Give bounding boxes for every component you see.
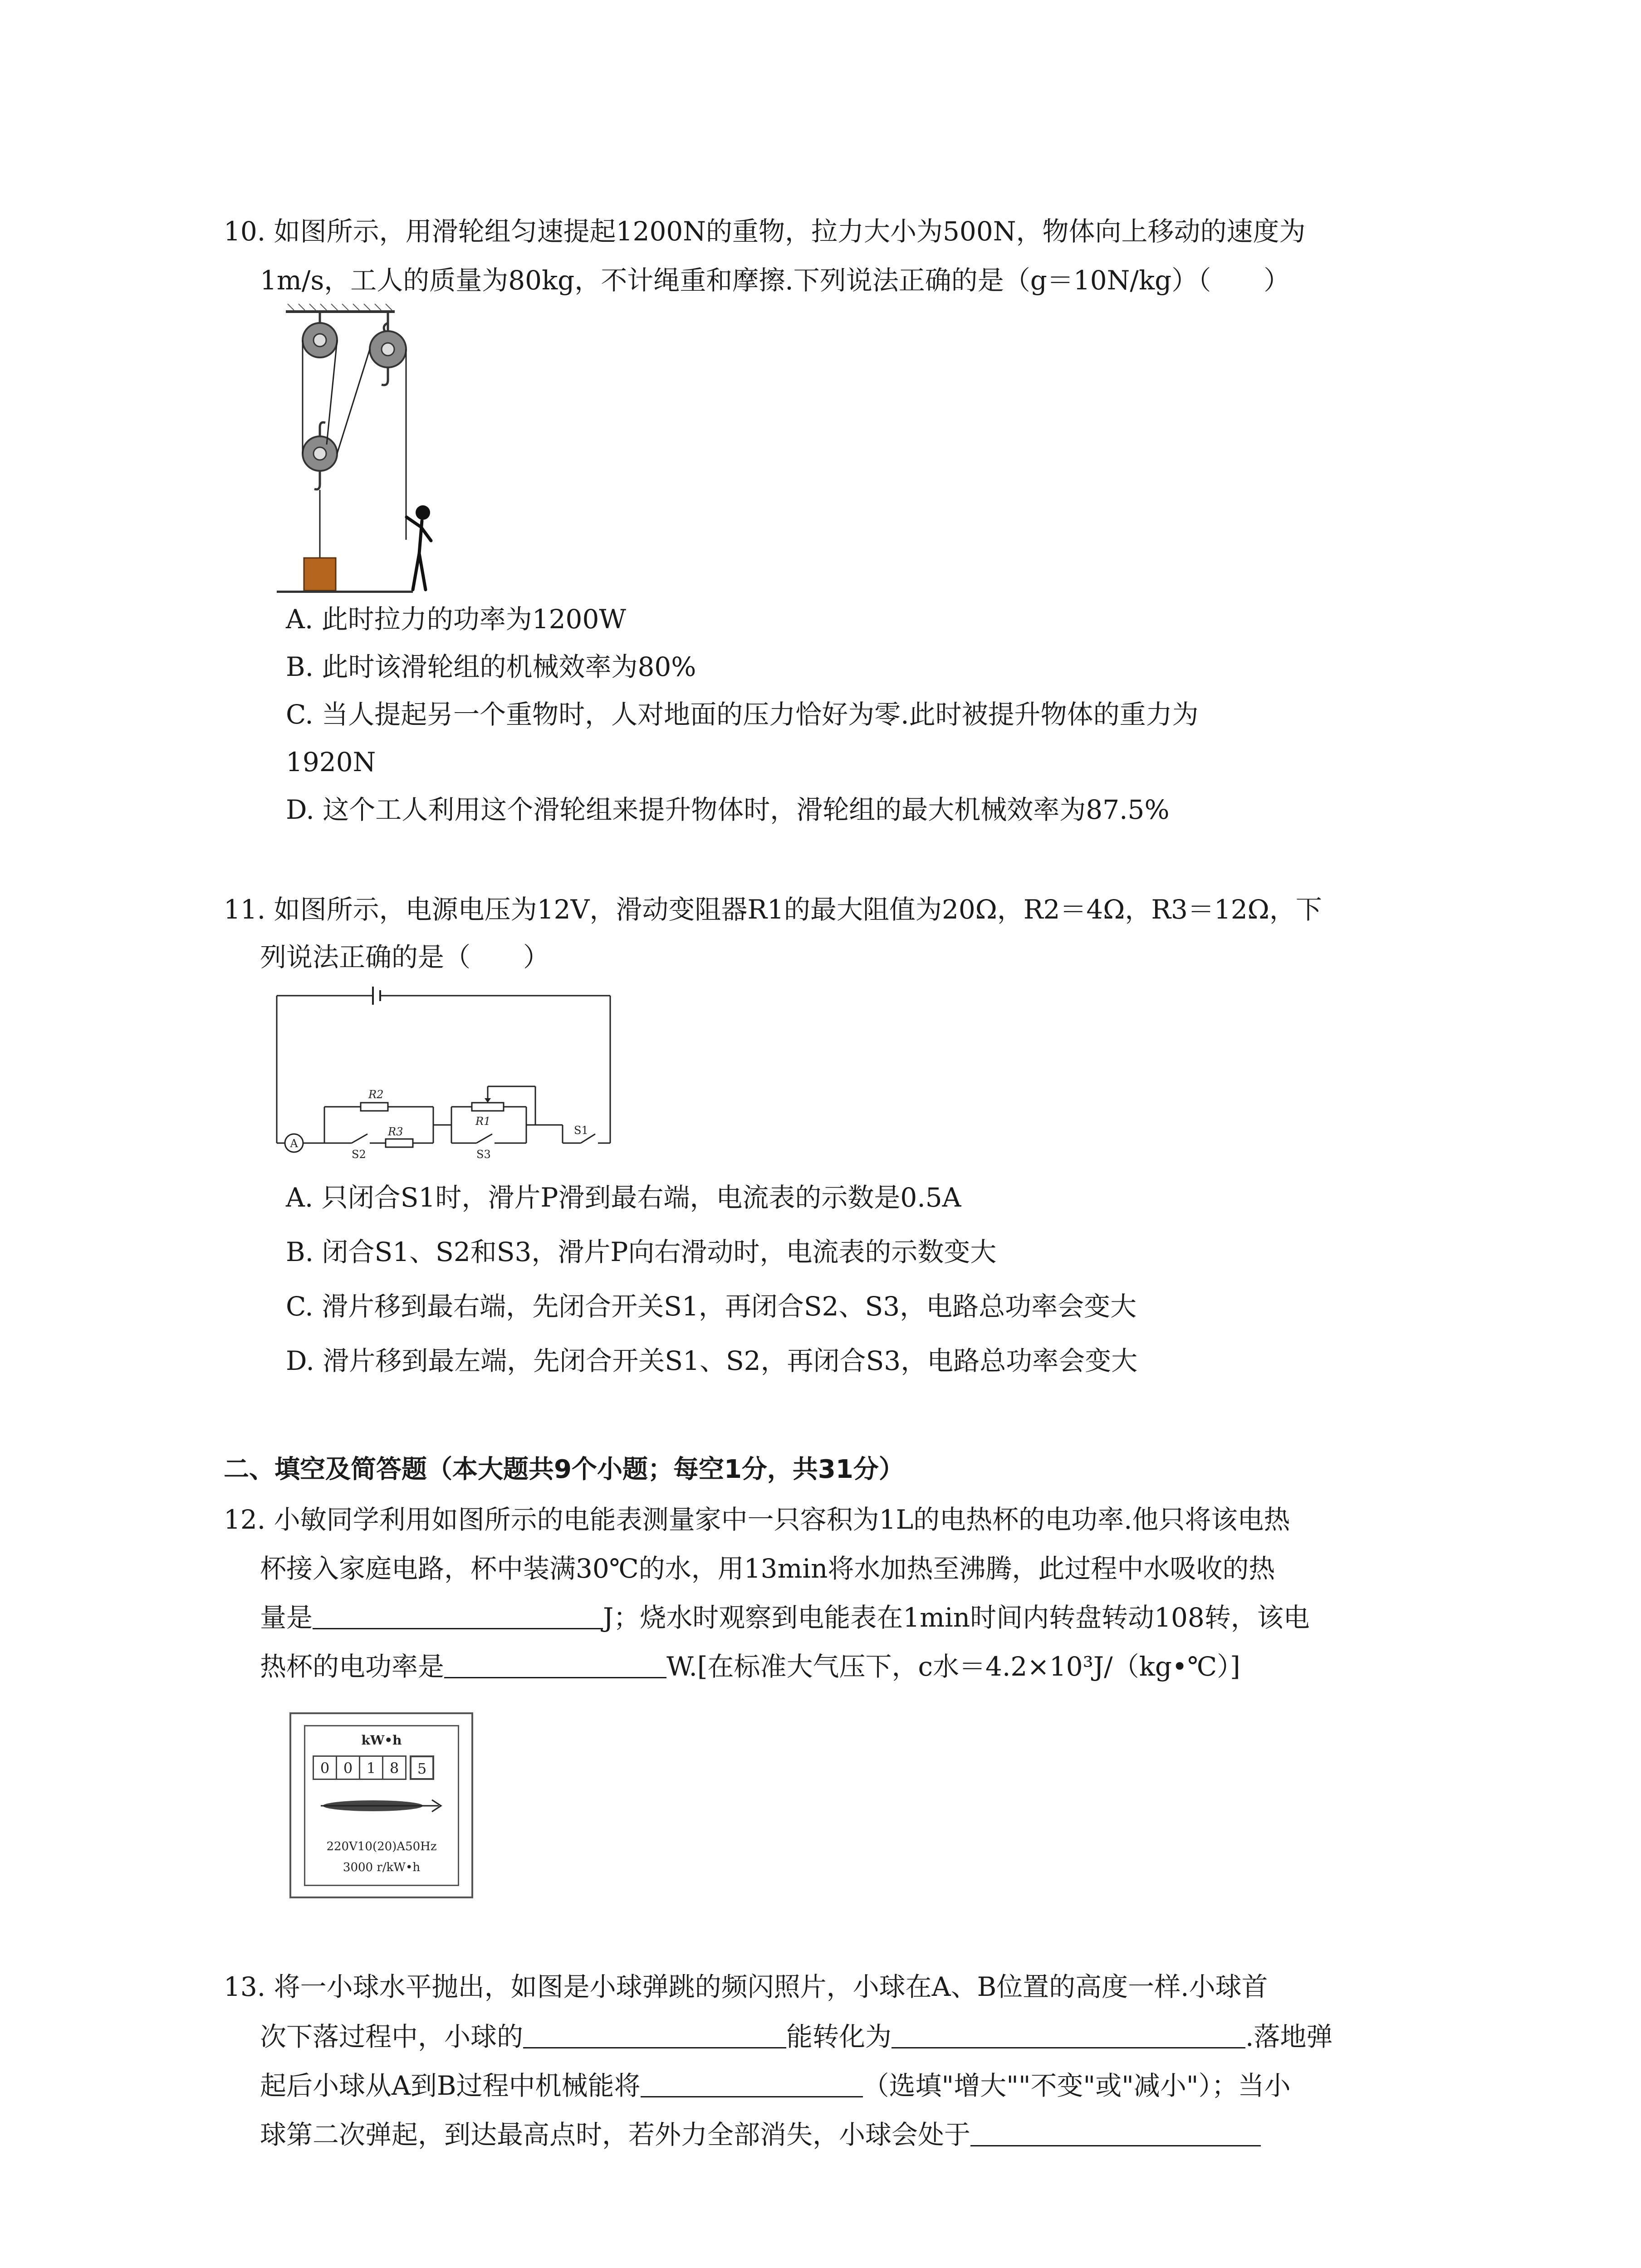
q11-line-1: 11. 如图所示，电源电压为12V，滑动变阻器R1的最大阻值为20Ω，R2＝4Ω，R3＝12Ω，下 [224,894,1322,925]
q12-line-3 [260,1599,1310,1636]
meter-unit: kW•h [361,1733,402,1748]
q11-option-a: A. 只闭合S1时，滑片P滑到最右端，电流表的示数是0.5A [286,1182,961,1213]
q12-line-4-prefix: 热杯的电功率是 [260,1651,445,1682]
q10-option-b: B. 此时该滑轮组的机械效率为80% [286,651,696,682]
q10-option-c-line-1: C. 当人提起另一个重物时，人对地面的压力恰好为零.此时被提升物体的重力为 [286,699,1199,730]
q10-option-c-line-2: 1920N [286,747,376,777]
q13-blank-mechanical-energy[interactable] [641,2068,863,2097]
q13-line-3-b: （选填"增大""不变"或"减小"）；当小 [862,2070,1291,2101]
q10-line-1: 10. 如图所示，用滑轮组匀速提起1200N的重物，拉力大小为500N，物体向上移动的速度为 [224,216,1306,247]
meter-digit: 0 [336,1755,360,1780]
q11-option-b: B. 闭合S1、S2和S3，滑片P向右滑动时，电流表的示数变大 [286,1237,997,1267]
meter-spec-rating: 220V10(20)A50Hz [326,1840,437,1853]
q13-line-2-b: 能转化为 [786,2021,892,2052]
q13-blank-state[interactable] [970,2117,1261,2146]
s3-label: S3 [476,1148,491,1161]
worker-figure [399,499,440,599]
s2-label: S2 [352,1148,366,1161]
q10-line-2: 1m/s，工人的质量为80kg，不计绳重和摩擦.下列说法正确的是（g＝10N/kg）（ ） [260,265,1290,296]
q11-option-d: D. 滑片移到最左端，先闭合开关S1、S2，再闭合S3，电路总功率会变大 [286,1345,1138,1376]
s1-label: S1 [574,1124,588,1137]
q12-line-1: 12. 小敏同学利用如图所示的电能表测量家中一只容积为1L的电热杯的电功率.他只将该电热 [224,1504,1290,1535]
q10-option-d: D. 这个工人利用这个滑轮组来提升物体时，滑轮组的最大机械效率为87.5% [286,794,1170,825]
q10-option-a: A. 此时拉力的功率为1200W [286,604,626,635]
meter-digit-decimal: 5 [410,1755,434,1780]
q12-line-3-suffix: J；烧水时观察到电能表在1min时间内转盘转动108转，该电 [603,1602,1310,1633]
q12-line-4-suffix: W.[在标准大气压下，c水＝4.2×10³J/（kg•℃）] [666,1651,1240,1682]
q13-line-4-a: 球第二次弹起，到达最高点时，若外力全部消失，小球会处于 [260,2119,971,2150]
r2-label: R2 [368,1088,384,1101]
pulley-figure [277,299,413,599]
q13-line-2-c: .落地弹 [1245,2021,1333,2052]
meter-digit: 8 [382,1755,407,1780]
q12-blank-heat[interactable] [313,1600,603,1629]
section-title: 二、填空及简答题（本大题共9个小题；每空1分，共31分） [224,1455,904,1484]
meter-digit: 0 [313,1755,337,1780]
meter-disc-arrow-icon [316,1794,448,1817]
q13-line-4 [260,2116,1261,2153]
q13-line-1: 13. 将一小球水平抛出，如图是小球弹跳的频闪照片，小球在A、B位置的高度一样.小球首 [224,1971,1268,2002]
q12-line-2: 杯接入家庭电路，杯中装满30℃的水，用13min将水加热至沸腾，此过程中水吸收的热 [260,1553,1275,1584]
q13-line-2 [260,2019,1332,2055]
ammeter-label: A [290,1137,298,1150]
q13-blank-energy-to[interactable] [892,2019,1245,2048]
meter-spec-constant: 3000 r/kW•h [343,1861,421,1874]
q12-line-4 [260,1648,1240,1685]
meter-digits [313,1755,433,1780]
q11-line-2: 列说法正确的是（ ） [260,942,550,973]
q12-blank-power[interactable] [444,1649,666,1678]
q13-line-3-a: 起后小球从A到B过程中机械能将 [260,2070,641,2101]
q12-line-3-prefix: 量是 [260,1602,313,1633]
r1-label: R1 [475,1115,491,1128]
energy-meter [289,1712,473,1898]
circuit-diagram [272,987,617,1163]
q13-blank-energy-from[interactable] [523,2019,786,2048]
q13-line-3 [260,2068,1291,2104]
q13-line-2-a: 次下落过程中，小球的 [260,2021,524,2052]
r3-label: R3 [388,1125,403,1138]
meter-digit: 1 [359,1755,383,1780]
q11-option-c: C. 滑片移到最右端，先闭合开关S1，再闭合S2、S3，电路总功率会变大 [286,1291,1137,1322]
